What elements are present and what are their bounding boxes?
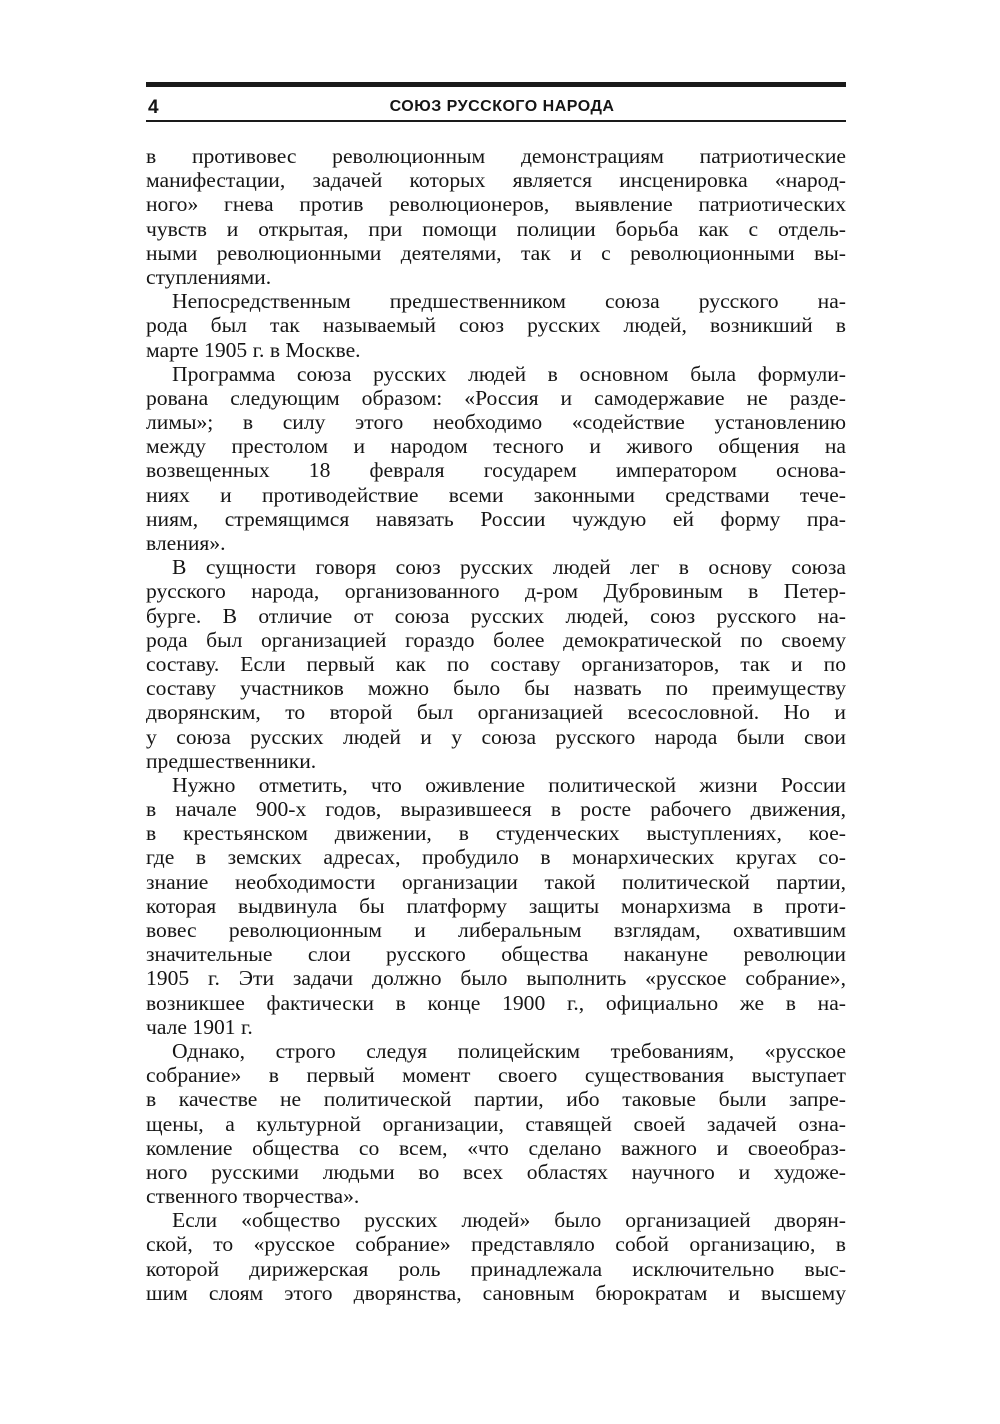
text-line: рода был так называемый союз русских людей, возникший в <box>146 313 846 338</box>
text-line: Непосредственным предшественником союза русского на- <box>172 289 846 314</box>
text-line: возникшее фактически в конце 1900 г., официально же в на- <box>146 990 846 1015</box>
paragraph <box>146 1208 846 1305</box>
text-line: в противовес революционным демонстрациям патриотические <box>146 144 846 168</box>
text-line: ного» гнева против революционеров, выявление патриотических <box>146 192 846 217</box>
paragraph <box>146 773 846 1039</box>
text-line: Программа союза русских людей в основном была формули- <box>172 361 846 386</box>
text-line: дворянским, то второй был организацией всесословной. Но и <box>146 700 846 725</box>
text-line: у союза русских людей и у союза русского народа были свои <box>146 724 846 749</box>
text-line: Если «общество русских людей» было организацией дворян- <box>172 1208 846 1233</box>
text-line: в качестве не политической партии, ибо таковые были запре- <box>146 1087 846 1112</box>
text-line: ниях и противодействие всеми законными средствами тече- <box>146 482 846 507</box>
text-line: В сущности говоря союз русских людей лег в основу союза <box>172 555 846 580</box>
text-line: русского народа, организованного д-ром Дубровиным в Петер- <box>146 579 846 604</box>
text-line: ниям, стремящимся навязать России чуждую ей форму пра- <box>146 506 846 531</box>
text-line: 1905 г. Эти задачи должно было выполнить «русское собрание», <box>146 966 846 991</box>
text-line: предшественники. <box>146 748 317 773</box>
text-line: лимы»; в силу этого необходимо «содействие установлению <box>146 410 846 435</box>
text-line: собрание» в первый момент своего существования выступает <box>146 1063 846 1088</box>
text-line: чувств и открытая, при помощи полиции борьба как с отдель- <box>146 216 846 241</box>
paragraph <box>146 555 846 773</box>
page-number: 4 <box>148 97 159 118</box>
running-title: СОЮЗ РУССКОГО НАРОДА <box>389 98 615 115</box>
text-line: составу участников можно было бы назвать по преимуществу <box>146 676 846 701</box>
text-line: ступлениями. <box>146 264 272 289</box>
text-line: щены, а культурной организации, ставящей своей задачей озна- <box>146 1111 846 1136</box>
text-line: где в земских адресах, пробудило в монархических кругах со- <box>146 845 846 870</box>
text-line: ными революционными деятелями, так и с революционными вы- <box>146 240 846 265</box>
text-line: Нужно отметить, что оживление политической жизни России <box>172 772 846 797</box>
text-line: ного русскими людьми во всех областях научного и художе- <box>146 1159 846 1184</box>
running-head <box>146 90 846 120</box>
text-line: шим слоям этого дворянства, сановным бюрократам и высшему <box>146 1280 846 1305</box>
text-line: бурге. В отличие от союза русских людей, союз русского на- <box>146 603 846 628</box>
text-line: между престолом и народом тесного и живого общения на <box>146 434 846 459</box>
text-line: значительные слои русского общества накануне революции <box>146 942 846 967</box>
paragraph <box>146 1039 846 1208</box>
text-line: марте 1905 г. в Москве. <box>146 337 361 362</box>
text-line: в крестьянском движении, в студенческих выступлениях, кое- <box>146 821 846 846</box>
text-line: ской, то «русское собрание» представляло собой организацию, в <box>146 1232 846 1257</box>
text-line: манифестации, задачей которых является инсценировка «народ- <box>146 168 846 193</box>
header-rule-top <box>146 82 846 87</box>
text-line: вовес революционным и либеральным взглядам, охватившим <box>146 918 846 942</box>
paragraph <box>146 289 846 362</box>
body-text <box>146 144 846 1305</box>
text-line: возвещенных 18 февраля государем императором основа- <box>146 458 846 483</box>
text-line: вления». <box>146 531 226 555</box>
text-line: рована следующим образом: «Россия и самодержавие не разде- <box>146 385 846 410</box>
book-page <box>146 82 846 1305</box>
paragraph <box>146 144 846 289</box>
text-line: рода был организацией гораздо более демократической по своему <box>146 627 846 652</box>
text-line: которой дирижерская роль принадлежала исключительно выс- <box>146 1256 846 1281</box>
text-line: чале 1901 г. <box>146 1014 253 1039</box>
text-line: ственного творчества». <box>146 1184 360 1209</box>
text-line: знание необходимости организации такой политической партии, <box>146 869 846 894</box>
text-line: в начале 900-х годов, выразившееся в росте рабочего движения, <box>146 797 846 822</box>
text-line: Однако, строго следуя полицейским требованиям, «русское <box>172 1038 846 1063</box>
text-line: комление общества со всем, «что сделано важного и своеобраз- <box>146 1135 846 1160</box>
text-line: составу. Если первый как по составу организаторов, так и по <box>146 651 846 676</box>
text-line: которая выдвинула бы платформу защиты монархизма в проти- <box>146 893 846 918</box>
paragraph <box>146 362 846 556</box>
header-rule-bottom <box>146 120 846 122</box>
